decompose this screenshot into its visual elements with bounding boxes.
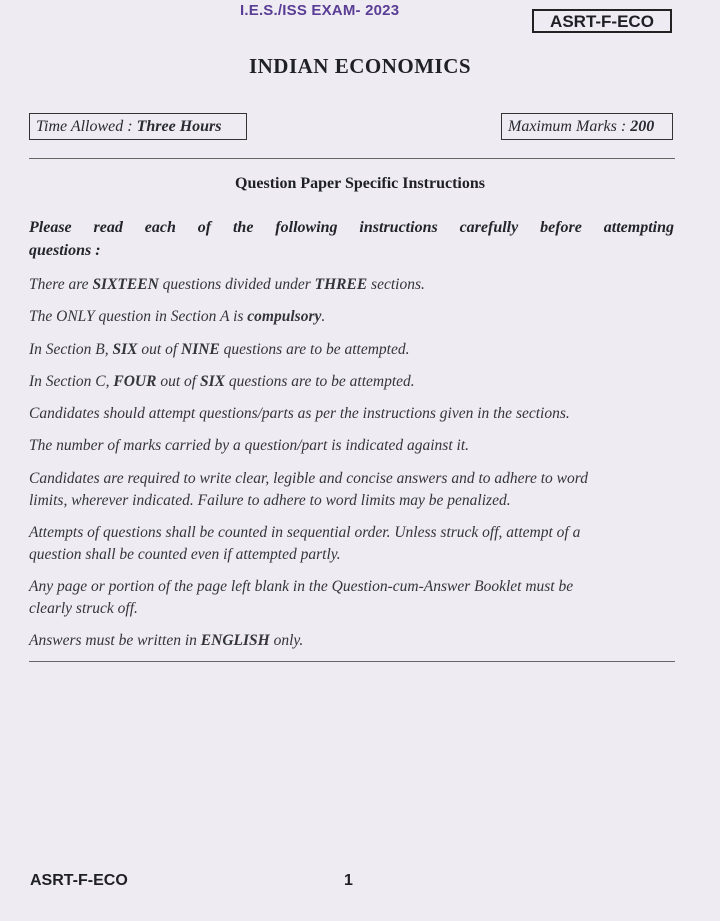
instruction-item: Candidates should attempt questions/parts as per the instructions given in the sections. [29,405,570,422]
instruction-item: Attempts of questions shall be counted in sequential order. Unless struck off, attempt of a [29,524,581,541]
instruction-item: The ONLY question in Section A is compulsory. [29,308,326,325]
instruction-item: Any page or portion of the page left blank in the Question-cum-Answer Booklet must be [29,578,574,595]
bottom-divider [29,661,675,662]
instruction-item: In Section C, FOUR out of SIX questions are to be attempted. [29,373,415,390]
exam-stamp: I.E.S./ISS EXAM- 2023 [240,2,400,19]
page-title: INDIAN ECONOMICS [248,54,472,78]
lead-instruction-line2: questions : [29,242,101,259]
instruction-item: In Section B, SIX out of NINE questions are to be attempted. [29,341,410,358]
instruction-item-continued: question shall be counted even if attempted partly. [29,546,341,563]
time-allowed-box [29,113,247,140]
instruction-item: Answers must be written in ENGLISH only. [29,632,304,649]
instruction-item: The number of marks carried by a question/part is indicated against it. [29,437,470,454]
lead-instruction-line1: Please read each of the following instructions carefully before attempting [29,219,674,236]
instruction-item-continued: limits, wherever indicated. Failure to adhere to word limits may be penalized. [29,492,511,509]
time-value: Three Hours [136,118,222,135]
marks-label: Maximum Marks : [508,118,631,135]
page-number: 1 [344,872,353,889]
instructions-heading: Question Paper Specific Instructions [235,175,485,192]
maximum-marks-box [501,113,673,140]
instruction-item-continued: clearly struck off. [29,600,138,617]
footer-paper-code: ASRT-F-ECO [30,872,128,889]
instruction-item: There are SIXTEEN questions divided under THREE sections. [29,276,425,293]
time-label: Time Allowed : [36,118,137,135]
top-divider [29,158,675,159]
paper-code-box: ASRT-F-ECO [532,9,672,33]
marks-value: 200 [630,118,655,135]
instruction-item: Candidates are required to write clear, legible and concise answers and to adhere to word [29,470,588,487]
